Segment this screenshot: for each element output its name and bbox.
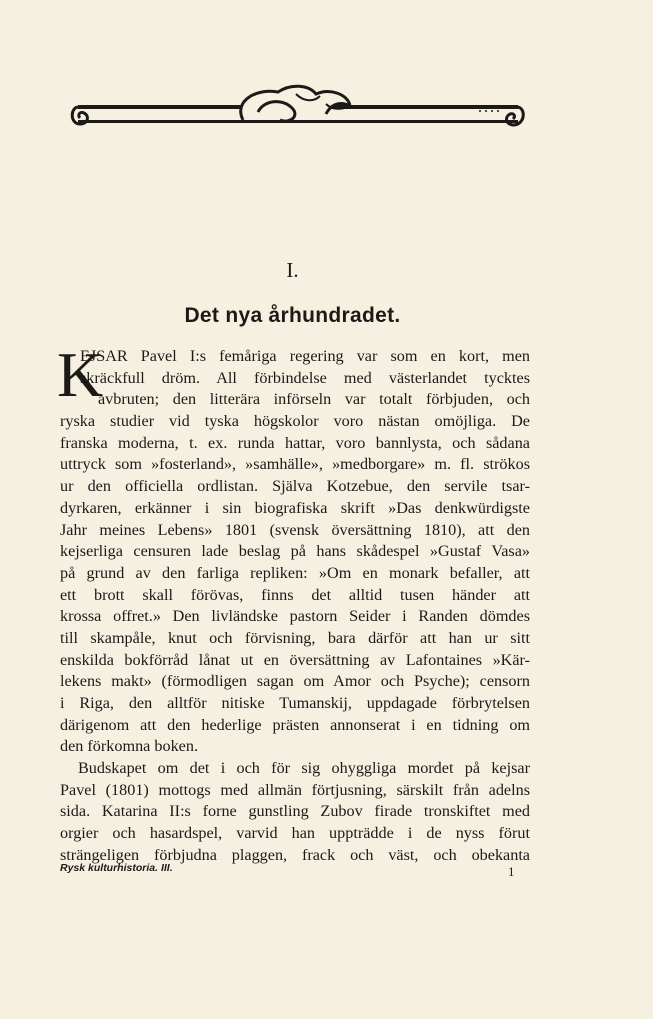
text-line: Budskapet om det i och för sig ohyggliga mordet på kejsar (78, 759, 530, 778)
text-line: krossa offret.» Den livländske pastorn Seider i Randen dömdes (60, 607, 530, 626)
text-line: i Riga, den alltför nitiske Tumanskij, uppdagade förbrytelsen (60, 694, 530, 712)
text-line: till skampåle, knut och förvisning, bara därför att han ur sitt (60, 628, 530, 647)
footer-signature: Rysk kulturhistoria. III. (60, 862, 173, 874)
text-line: ur den officiella ordlistan. Själva Kotzebue, den servile tsar- (60, 477, 530, 496)
text-line: skräckfull dröm. All förbindelse med västerlandet tycktes (80, 368, 530, 387)
text-line: därigenom att den hederlige prästen annonserat i en tidning om (60, 715, 530, 734)
page-number: 1 (508, 864, 515, 879)
text-line: uttryck som »fosterland», »samhälle», »medborgare» m. fl. strökos (60, 455, 530, 474)
text-line: enskilda bokförråd lånat ut en översättning av Lafontaines »Kär- (60, 650, 530, 669)
text-line: franska moderna, t. ex. runda hattar, voro bannlysta, och sådana (60, 433, 530, 452)
text-line: sida. Katarina II:s forne gunstling Zubov firade tronskiftet med (60, 802, 530, 821)
text-line: dyrkaren, erkänner i sin biografiska skrift »Das denkwürdigste (60, 498, 530, 517)
chapter-number: I. (286, 258, 299, 282)
text-line: lekens makt» (förmodligen sagan om Amor och Psyche); censorn (60, 672, 530, 691)
text-line: EJSAR Pavel I:s femåriga regering var som en kort, men (80, 347, 530, 365)
text-line: den förkomna boken. (60, 737, 199, 756)
text-line: Jahr meines Lebens» 1801 (svensk översättning 1810), att den (60, 520, 530, 539)
body-text (57, 339, 530, 867)
text-line: ryska studier vid tyska högskolor voro nästan omöjliga. De (60, 412, 530, 431)
text-line: ett brott skall förövas, finns det alltid tusen händer att (60, 585, 530, 604)
text-line: Pavel (1801) mottogs med allmän förtjusning, särskilt från adelns (60, 780, 530, 799)
text-line: orgier och hasardspel, varvid han uppträdde i de nyss förut (60, 824, 530, 843)
text-line: strängeligen förbjudna plaggen, frack och väst, och obekanta (60, 845, 530, 864)
header-ornament (68, 80, 526, 136)
drop-cap: K (57, 339, 104, 410)
text-line: avbruten; den litterära införseln var totalt förbjuden, och (98, 390, 530, 409)
text-line: kejserliga censuren lade beslag på hans skådespel »Gustaf Vasa» (60, 542, 530, 561)
text-line: på grund av den farliga repliken: »Om en monark befaller, att (60, 563, 530, 582)
chapter-title: Det nya århundradet. (184, 304, 401, 327)
